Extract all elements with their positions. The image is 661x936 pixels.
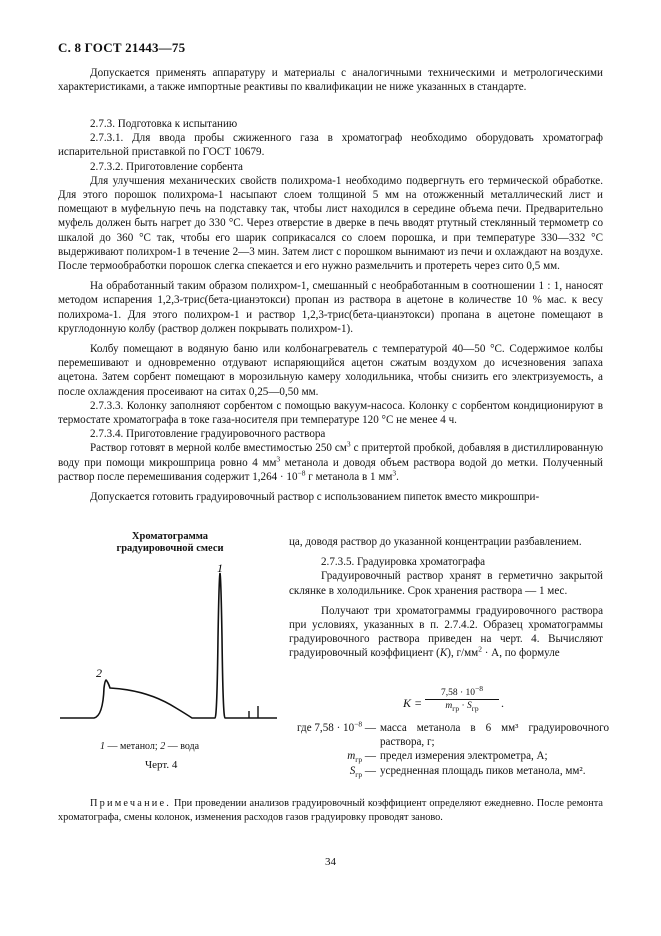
right-column-text	[289, 535, 603, 661]
note-paragraph: Примечание. При проведении анализов градуировочный коэффициент определяют ежедневно. После ремонта хроматографа, смены колонок, изменения расходов газов градуировку проводят заново.	[58, 798, 603, 823]
formula-lhs: K =	[403, 696, 423, 710]
paragraph-2-7-3-4: Раствор готовят в мерной колбе вместимостью 250 $см^3$ с притертой пробкой, добавляя в дистиллированную воду при помощи микрошприца ровно 4 $мм^3$ метанола и доводя объем раствора водой до метки. Полученный раствор после перемешивания содержит $1,264 \cdot 10^{-8}$ г метанола в 1 $мм^3$.	[58, 439, 603, 483]
paragraph-sorbent-coating: На обработанный таким образом полихром-1, смешанный с необработанным в соотношении 1 : 1, наносят методом испарения 1,2,3-трис(бета-цианэтокси) пропан из раствора в ацетоне в количестве 10 % мас. к весу полихрома-1. Для этого полихром-1 и раствор 1,2,3-трис(бета-цианэтокси) пропана в ацетоне помещают в круглодонную колбу (раствор должен покрывать полихром-1).	[58, 280, 603, 335]
heading-2-7-3-2: 2.7.3.2. Приготовление сорбента	[90, 160, 243, 173]
paragraph-calibration: Получают три хроматограммы градуировочного раствора при условиях, указанных в п. 2.7.4.2. Образец хроматограммы градуировочного раствора приведен на черт. 4. Вычисляют градуировочный коэффициент (K), $г/мм^2 \cdot А$, по формуле	[289, 604, 603, 660]
heading-2-7-3-4: 2.7.3.4. Приготовление градуировочного раствора	[90, 428, 326, 441]
paragraph-sorbent-heat: Для улучшения механических свойств полихрома-1 необходимо подвергнуть его термической обработке. Для этого порошок полихрома-1 насыпают слоем толщиной 5 мм на отожженный металлический лист и помещают в муфельную печь на подставку так, чтобы лист находился в середине объема печи. Предварительно муфель должен быть нагрет до 330 °С. Через отверстие в дверке в печь вводят ртутный стеклянный термометр со шкалой до 360 °С так, чтобы его шарик соприкасался со слоем порошка, и при температуре 330—332 °С выдерживают полихром-1 в течение 2—3 мин. Затем лист с порошком вынимают из печи и охлаждают на воздухе. После термообработки порошок слегка спекается и его нужно размельчить и протереть через сито 0,5 мм.	[58, 174, 603, 273]
paragraph-allow-equipment: Допускается применять аппаратуру и материалы с аналогичными техническими и метрологическими характеристиками, а также импортные реактивы по квалификации не ниже указанных в стандарте.	[58, 67, 603, 94]
heading-2-7-3-5: 2.7.3.5. Градуировка хроматографа	[321, 556, 486, 569]
note-label: Примечание.	[90, 798, 172, 809]
formula-definitions	[289, 721, 609, 778]
definition-row: $S_{гр}$ — усредненная площадь пиков метанола, мм².	[349, 764, 586, 779]
formula-numerator: $7,58 \cdot 10^{-8}$	[425, 688, 499, 700]
figure-legend: 1 — метанол; 2 — вода	[100, 741, 200, 752]
paragraph-2-7-3-3: 2.7.3.3. Колонку заполняют сорбентом с помощью вакуум-насоса. Колонку с сорбентом кондиционируют в термостате хроматографа в токе газа-носителя при температуре 120 °С не менее 4 ч.	[58, 399, 603, 427]
paragraph-intro	[58, 66, 603, 94]
figure-title: Хроматограмма градуировочной смеси	[116, 531, 224, 554]
page-header: С. 8 ГОСТ 21443—75	[58, 40, 186, 55]
page-number: 34	[325, 856, 336, 868]
paragraph-sorbent-flask: Колбу помещают в водяную баню или колбонагреватель с температурой 40—50 °С. Содержимое колбы перемешивают и одновременно отдувают испаряющийся ацетон сжатым воздухом до исчезновения запаха ацетона. Затем сорбент помещают в морозильную камеру холодильника, чтобы снизить его электризуемость, а после охлаждения просеивают на ситах 0,25—0,50 мм.	[58, 343, 603, 398]
peak-2-label: 2	[96, 666, 102, 680]
definition-row: где $7,58 \cdot 10^{-8}$ — масса метанола в 6 мм³ градуировочного раствора, г;	[297, 719, 609, 749]
paragraph-storage: Градуировочный раствор хранят в герметично закрытой склянке в холодильнике. Срок хранения раствора — 1 мес.	[289, 570, 603, 597]
formula-fraction	[425, 683, 499, 713]
formula-denominator: $m_{гр} \cdot S_{гр}$	[445, 701, 479, 713]
peak-1-label: 1	[217, 561, 223, 575]
paragraph-pipette-allow-line1: Допускается готовить градуировочный раствор с использованием пипеток вместо микрошпри-	[90, 491, 540, 504]
section-2-7-3	[58, 117, 603, 504]
definition-row: $m_{гр}$ — предел измерения электрометра, А;	[347, 750, 548, 765]
paragraph-2-7-3-1: 2.7.3.1. Для ввода пробы сжиженного газа в хроматограф необходимо оборудовать хроматограф испарительной приставкой по ГОСТ 10679.	[58, 132, 603, 159]
heading-2-7-3: 2.7.3. Подготовка к испытанию	[90, 118, 238, 130]
chromatogram-trace	[60, 573, 277, 718]
paragraph-pipette-allow-line2: ца, доводя раствор до указанной концентрации разбавлением.	[289, 536, 582, 548]
chromatogram-figure	[58, 558, 278, 733]
formula-end: .	[501, 696, 504, 710]
figure-caption: Черт. 4	[145, 759, 178, 771]
